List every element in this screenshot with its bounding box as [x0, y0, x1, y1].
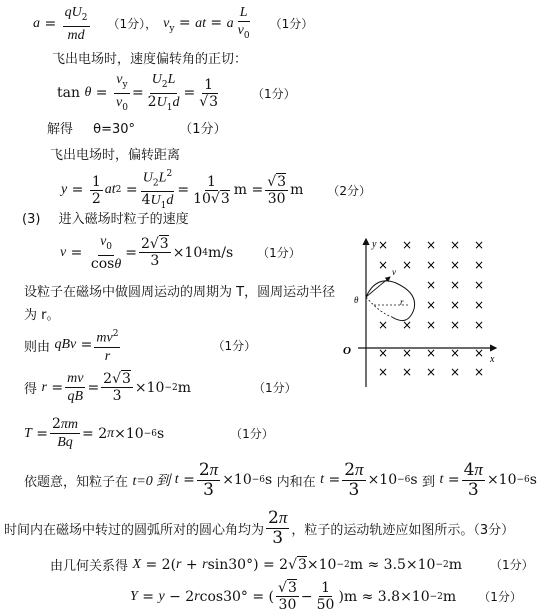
eq-deflection: y = $\frac{1}{2}$ at 2 = $\frac{U_2L^2}{4U_1d}$ = $\frac{1}{10√3}$ m = $\frac{√3}{30}$ m （2分）	[61, 166, 371, 214]
field-marks	[378, 238, 484, 379]
eq-geometry-y: Y = y − 2 r cos30° = ( $\frac{√3}{30}$ − $\frac{1}{50}$ )m ≈ 3.8×10 −2 m （1分）	[130, 580, 522, 613]
field-cross: ×	[426, 258, 437, 272]
field-cross: ×	[474, 318, 485, 332]
field-cross: ×	[426, 346, 437, 360]
svg-text:x: x	[490, 354, 495, 365]
field-cross: ×	[402, 238, 413, 252]
field-cross: ×	[474, 346, 485, 360]
trajectory	[366, 281, 415, 321]
field-cross: ×	[402, 318, 413, 332]
field-cross: ×	[378, 365, 389, 379]
field-cross: ×	[378, 258, 389, 272]
field-diagram	[336, 235, 506, 390]
field-cross: ×	[426, 318, 437, 332]
eq-period: T = $\frac{2\pi m}{Bq}$ = 2 π ×10 −6 s （1分）	[24, 416, 274, 450]
velocity-arrow	[366, 277, 390, 297]
eq-acceleration: a = $\frac{qU_2}{md}$ （1分）， $v_y$ = at = a $\frac{L}{v_0}$ （1分）	[33, 5, 314, 43]
field-cross: ×	[402, 365, 413, 379]
field-cross: ×	[426, 238, 437, 252]
text-line-15: 时间内在磁场中转过的圆弧所对的圆心角均为 $\frac{2\pi}{3}$ ，粒子的运动轨迹应如图所示。（3分）	[4, 508, 515, 548]
text-line-5: 飞出电场时，偏转距离	[50, 148, 181, 163]
magnetic-field-figure	[336, 235, 506, 390]
field-cross: ×	[450, 238, 461, 252]
field-cross: ×	[474, 365, 485, 379]
eq-tan-theta: tan θ = $\frac{v_y}{v_0}$ = $\frac{U_2L}{2U_1d}$ = $\frac{1}{√3}$ （1分）	[57, 72, 296, 113]
field-cross: ×	[426, 365, 437, 379]
text-line-2: 飞出电场时，速度偏转角的正切：	[52, 52, 248, 67]
field-cross: ×	[450, 298, 461, 312]
field-cross: ×	[450, 346, 461, 360]
text-line-10: 为 r。	[24, 308, 60, 323]
field-cross: ×	[450, 278, 461, 292]
eq-radius: 得 r = $\frac{mv}{qB}$ = $\frac{2√3}{3}$ ×10 −2 m （1分）	[24, 371, 297, 404]
field-cross: ×	[474, 278, 485, 292]
svg-text:O: O	[343, 345, 351, 357]
eq-time-intervals: 依题意，知粒子在 t=0 到 t = $\frac{2\pi}{3}$ ×10 −6 s 内和在 t = $\frac{2\pi}{3}$ ×10 −6 s 到 t = $\frac{4\pi}{3}$ ×10 −6 s	[24, 460, 537, 500]
field-cross: ×	[474, 298, 485, 312]
eq-lorentz: 则由 qBv = $\frac{mv^2}{r}$ （1分）	[24, 326, 256, 365]
field-cross: ×	[378, 346, 389, 360]
field-cross: ×	[450, 365, 461, 379]
trajectory-dashed	[366, 297, 392, 317]
field-cross: ×	[402, 346, 413, 360]
svg-text:θ: θ	[354, 295, 359, 305]
field-cross: ×	[378, 238, 389, 252]
text-line-4: 解得 θ=30° （1分）	[47, 122, 227, 137]
text-line-9: 设粒子在磁场中做圆周运动的周期为 T，圆周运动半径	[24, 285, 336, 300]
svg-text:v: v	[392, 267, 396, 277]
text-line-7: (3) 进入磁场时粒子的速度	[22, 212, 189, 227]
field-cross: ×	[426, 278, 437, 292]
field-cross: ×	[402, 258, 413, 272]
svg-text:y: y	[372, 239, 377, 250]
field-cross: ×	[450, 318, 461, 332]
svg-text:r: r	[400, 297, 404, 307]
field-cross: ×	[450, 258, 461, 272]
eq-geometry-x: 由几何关系得 X = 2( r + r sin30°) = 2√ 3 ×10 −2 m ≈ 3.5×10 −2 m （1分）	[50, 556, 534, 574]
field-cross: ×	[474, 258, 485, 272]
field-cross: ×	[474, 238, 485, 252]
field-cross: ×	[426, 298, 437, 312]
eq-velocity: v = $\frac{v_0}{\cos\theta}$ = $\frac{2√3}{3}$ ×10 4 m/s （1分）	[60, 234, 301, 272]
field-cross: ×	[378, 318, 389, 332]
